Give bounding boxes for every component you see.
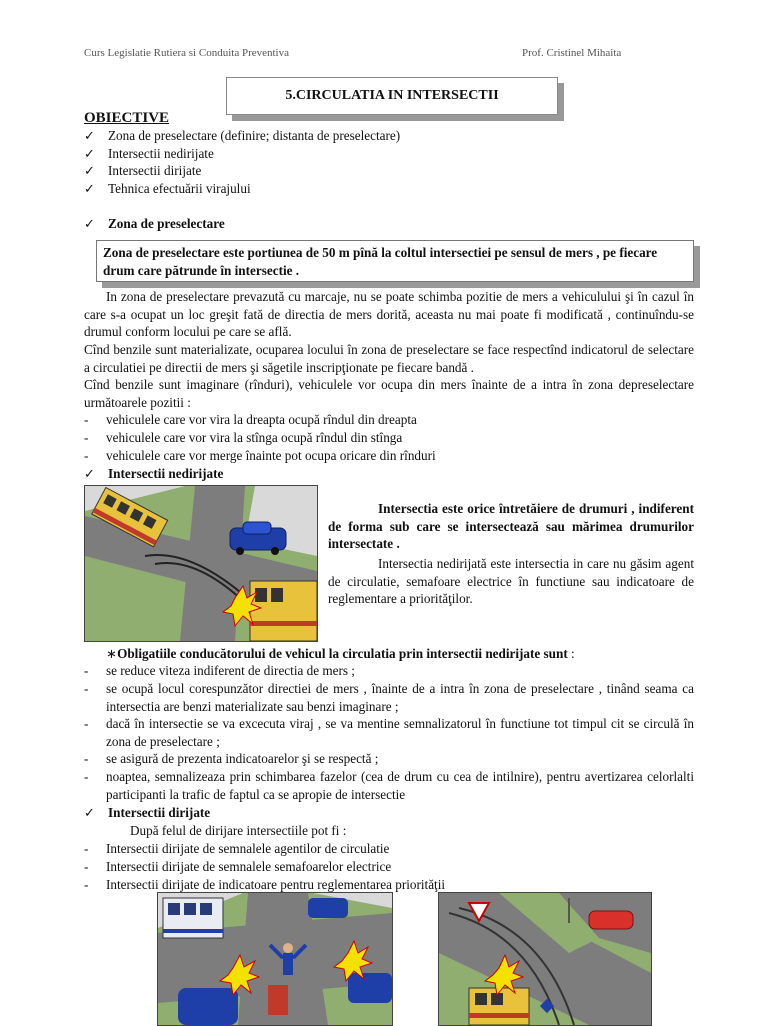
police-intersection-illustration: [158, 893, 392, 1025]
header-course: Curs Legislatie Rutiera si Conduita Preventiva: [84, 47, 289, 59]
page-title: 5.CIRCULATIA IN INTERSECTII: [226, 77, 558, 115]
intersection-definition: Intersectia este orice întretăiere de drumuri , indiferent de forma sub care se intersectează sau mărimea drumurilor intersectate .: [328, 501, 694, 551]
check-icon: ✓: [84, 216, 95, 231]
section-heading-preselectare: Zona de preselectare: [108, 216, 225, 231]
objective-item: Zona de preselectare (definire; distanta de preselectare): [108, 128, 401, 143]
asterisk-icon: ∗: [106, 646, 118, 661]
list-item: Intersectii dirijate de semnalele semafoarelor electrice: [106, 859, 392, 874]
unregulated-definition: Intersectia nedirijată este intersectia in care nu găsim agent de circulatie, semafoare electrice în functiune sau indicatoare de reglementare a priorităţilor.: [328, 556, 694, 606]
check-icon: ✓: [84, 128, 95, 143]
police-intersection-illustration: [157, 892, 393, 1026]
list-item: vehiculele care vor merge înainte pot ocupa oricare din rînduri: [106, 448, 436, 463]
list-item: noaptea, semnalizeaza prin schimbarea fazelor (cea de drum cu cea de intilnire), pentru avertizarea celorlalti participanti la trafic de faptul ca se apropie de intersectie: [106, 769, 694, 802]
obligations-heading: ∗Obligatiile conducătorului de vehicul la circulatia prin intersectii nedirijate sunt :: [106, 646, 575, 661]
list-item: Intersectii dirijate de semnalele agentilor de circulatie: [106, 841, 390, 856]
check-icon: ✓: [84, 805, 95, 820]
list-item: vehiculele care vor vira la stînga ocupă rîndul din stînga: [106, 430, 403, 445]
list-item: vehiculele care vor vira la dreapta ocupă rîndul din dreapta: [106, 412, 417, 427]
intersection-illustration: [85, 486, 317, 641]
paragraph: In zona de preselectare prevazută cu marcaje, nu se poate schimba pozitie de mers a vehiculului şi în cazul în care s-a ocupat un loc greşit fată de directia de mers dorită, aceasta nu mai poate fi modificată , continuîndu-se drumul conform locului pe care se află.: [84, 289, 694, 339]
objectives-heading: OBIECTIVE: [84, 110, 170, 126]
check-icon: ✓: [84, 181, 95, 196]
intersection-illustration: [84, 485, 318, 642]
list-item: Intersectii dirijate de indicatoare pentru reglementarea priorităţii: [106, 877, 446, 892]
objective-item: Tehnica efectuării virajului: [108, 181, 251, 196]
list-item: dacă în intersectie se va excecuta viraj , se va mentine semnalizatorul în functiune tot timpul cit se circulă în zona de preselectare ;: [106, 716, 694, 749]
section-heading-dirijate: Intersectii dirijate: [108, 805, 211, 820]
section-heading-nedirijate: Intersectii nedirijate: [108, 466, 224, 481]
paragraph: Cînd benzile sunt imaginare (rînduri), vehiculele vor ocupa din mers înainte de a intra în zona depreselectare următoarele pozitii :: [84, 377, 694, 410]
paragraph: Cînd benzile sunt materializate, ocuparea locului în zona de preselectare se face respectînd indicatorul de selectare a circulatiei pe directii de mers şi săgetile inscripţionate pe fiecare bandă .: [84, 342, 694, 375]
objective-item: Intersectii dirijate: [108, 163, 202, 178]
check-icon: ✓: [84, 163, 95, 178]
tram-intersection-illustration: [439, 893, 651, 1025]
list-item: se reduce viteza indiferent de directia de mers ;: [106, 663, 355, 678]
section-intro: După felul de dirijare intersectiile pot fi :: [130, 823, 347, 838]
check-icon: ✓: [84, 466, 95, 481]
tram-intersection-illustration: [438, 892, 652, 1026]
definition-box: Zona de preselectare este portiunea de 50 m pînă la coltul intersectiei pe sensul de mers , pe fiecare drum care pătrunde în intersectie .: [96, 240, 694, 282]
check-icon: ✓: [84, 146, 95, 161]
objective-item: Intersectii nedirijate: [108, 146, 214, 161]
list-item: se asigură de prezenta indicatoarelor şi se respectă ;: [106, 751, 379, 766]
list-item: se ocupă locul corespunzător directiei de mers , înainte de a intra în zona de preselectare , tinând seama ca intersectia are benzi materializate sau benzi imaginare ;: [106, 681, 694, 714]
header-author: Prof. Cristinel Mihaita: [522, 47, 622, 59]
